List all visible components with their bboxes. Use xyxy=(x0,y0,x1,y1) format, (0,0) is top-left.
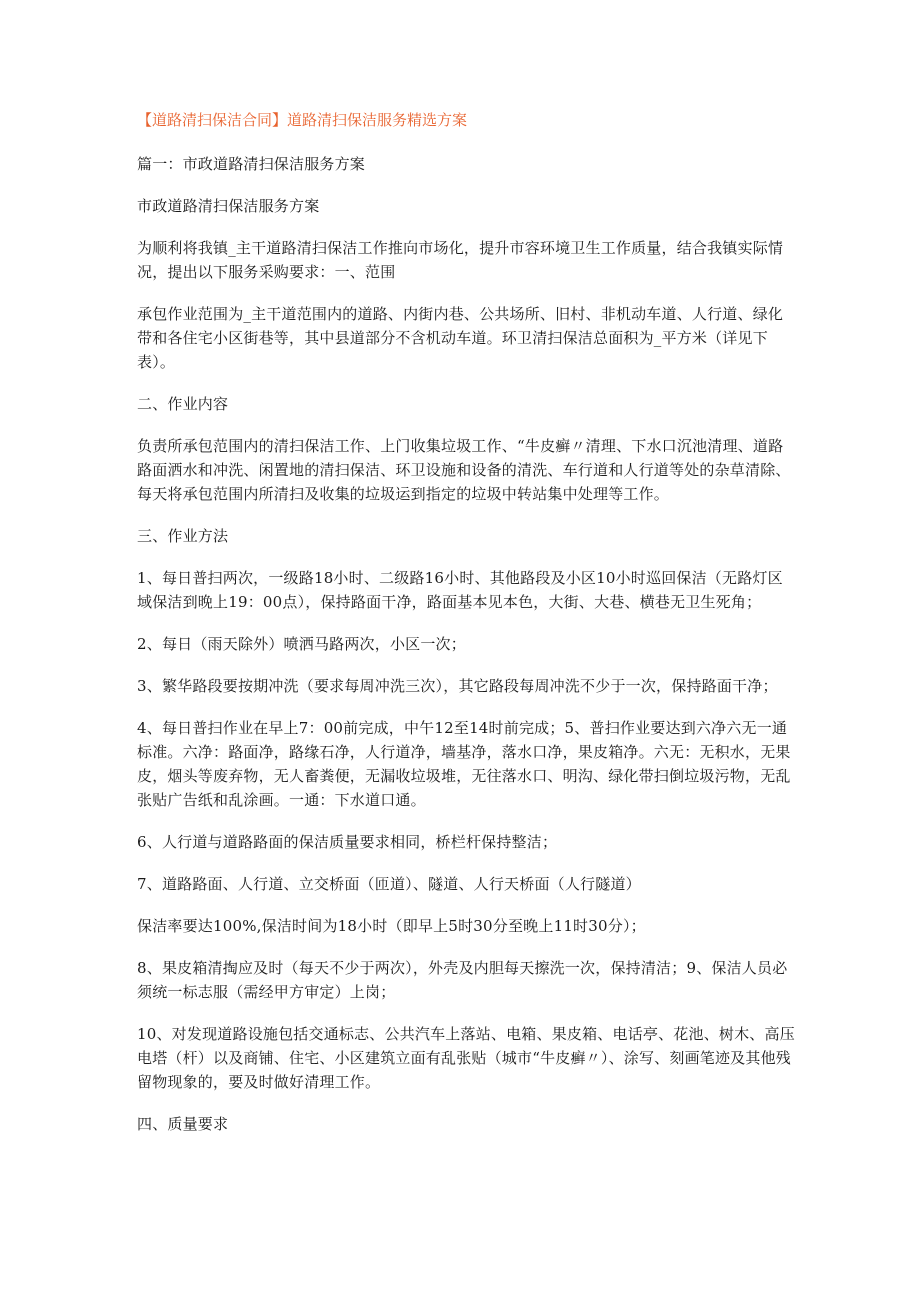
list-item: 2、每日（雨天除外）喷洒马路两次，小区一次； xyxy=(137,635,466,653)
list-item: 8、果皮箱清掏应及时（每天不少于两次），外壳及内胆每天擦洗一次，保持清洁；9、保洁人员必须统一标志服（需经甲方审定）上岗； xyxy=(137,959,788,1001)
paragraph: 为顺利将我镇_主干道路清扫保洁工作推向市场化，提升市容环境卫生工作质量，结合我镇实际情况，提出以下服务采购要求：一、范围 xyxy=(137,239,784,281)
list-item: 7、道路路面、人行道、立交桥面（匝道）、隧道、人行天桥面（人行隧道） xyxy=(137,875,641,893)
document-title: 【道路清扫保洁合同】道路清扫保洁服务精选方案 xyxy=(137,111,468,129)
paragraph: 保洁率要达100%,保洁时间为18小时（即早上5时30分至晚上11时30分）； xyxy=(137,917,646,935)
section-heading: 篇一：市政道路清扫保洁服务方案 xyxy=(137,155,366,173)
list-item: 3、繁华路段要按期冲洗（要求每周冲洗三次），其它路段每周冲洗不少于一次，保持路面干净； xyxy=(137,677,778,695)
list-item: 4、每日普扫作业在早上7：00前完成，中午12至14时前完成；5、普扫作业要达到六净六无一通标准。六净：路面净，路缘石净，人行道净，墙基净，落水口净，果皮箱净。六无：无积水，无果皮，烟头等废弃物，无人畜粪便，无漏收垃圾堆，无往落水口、明沟、绿化带扫倒垃圾污物，无乱张贴广告纸和乱涂画。一通：下水道口通。 xyxy=(137,719,791,809)
list-item: 10、对发现道路设施包括交通标志、公共汽车上落站、电箱、果皮箱、电话亭、花池、树木、高压电塔（杆）以及商铺、住宅、小区建筑立面有乱张贴（城市“牛皮癣〃）、涂写、刻画笔迹及其他残留物现象的，要及时做好清理工作。 xyxy=(137,1025,795,1091)
section-heading: 四、质量要求 xyxy=(137,1115,229,1133)
section-heading: 三、作业方法 xyxy=(137,527,229,545)
section-heading: 二、作业内容 xyxy=(137,395,229,413)
list-item: 1、每日普扫两次，一级路18小时、二级路16小时、其他路段及小区10小时巡回保洁（无路灯区域保洁到晚上19：00点），保持路面干净，路面基本见本色，大街、大巷、横巷无卫生死角； xyxy=(137,569,783,611)
list-item: 6、人行道与道路路面的保洁质量要求相同，桥栏杆保持整洁； xyxy=(137,833,558,851)
paragraph: 承包作业范围为_主干道范围内的道路、内街内巷、公共场所、旧村、非机动车道、人行道、绿化带和各住宅小区街巷等，其中县道部分不含机动车道。环卫清扫保洁总面积为_平方米（详见下表）。 xyxy=(137,305,784,371)
subtitle: 市政道路清扫保洁服务方案 xyxy=(137,197,320,215)
document-page xyxy=(137,108,797,1154)
paragraph: 负责所承包范围内的清扫保洁工作、上门收集垃圾工作、“牛皮癣〃清理、下水口沉池清理、道路路面洒水和冲洗、闲置地的清扫保洁、环卫设施和设备的清洗、车行道和人行道等处的杂草清除、每天将承包范围内所清扫及收集的垃圾运到指定的垃圾中转站集中处理等工作。 xyxy=(137,437,791,503)
